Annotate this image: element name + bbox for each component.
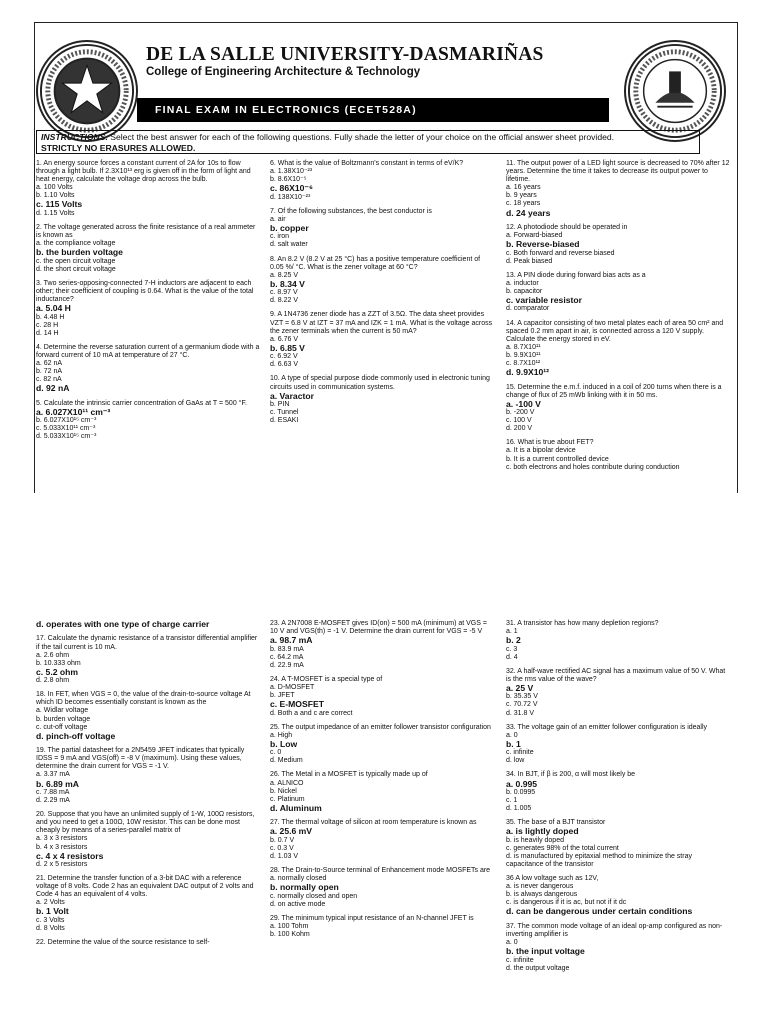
answer-option: b. It is a current controlled device <box>506 455 609 463</box>
question-stem: 9. A 1N4736 zener diode has a ZZT of 3.5Ω. The data sheet provides VZT = 6.8 V at IZT = 37 mA and IZK = 1 mA. What is the voltage across the zener terminals when the current is 50 mA? <box>270 311 493 335</box>
answer-option: a. 62 nA <box>36 360 63 367</box>
question-column-top-3 <box>506 160 730 478</box>
answer-option: d. 6.63 V <box>270 361 299 369</box>
answer-option: a. 8.7X10¹¹ <box>506 343 541 351</box>
answer-option-correct: c. E-MOSFET <box>270 699 324 710</box>
answer-option: b. 0.0995 <box>506 788 536 796</box>
answer-option: c. Tunnel <box>270 409 299 417</box>
question-column-bottom-2 <box>270 620 494 945</box>
answer-option-correct: b. 2 <box>506 635 521 646</box>
instructions-strict: STRICTLY NO ERASURES ALLOWED. <box>41 142 196 153</box>
answer-option: d. Medium <box>270 757 303 765</box>
answer-option-correct: b. the input voltage <box>506 946 585 957</box>
question-stem: 6. What is the value of Boltzmann's constant in terms of eV/K? <box>270 160 464 167</box>
question-block <box>506 160 730 218</box>
answer-option-correct: a. -100 V <box>506 398 541 409</box>
question-block <box>36 280 260 338</box>
answer-option: b. 4.48 H <box>36 313 65 321</box>
answer-option: d. 22.9 mA <box>270 661 304 669</box>
answer-option: c. infinite <box>506 956 534 964</box>
question-block <box>506 771 730 813</box>
answer-option-correct: a. 98.7 mA <box>270 635 313 646</box>
answer-option-correct: b. normally open <box>270 882 339 893</box>
answer-option: a. 1 <box>506 628 518 636</box>
question-column-top-1 <box>36 160 260 447</box>
answer-option: b. 72 nA <box>36 368 63 376</box>
answer-option: b. 9 years <box>506 192 537 200</box>
answer-option: b. 83.9 mA <box>270 645 304 653</box>
answer-option: d. Peak biased <box>506 257 553 265</box>
question-stem: 25. The output impedance of an emitter follower transistor configuration <box>270 723 491 731</box>
answer-option: a. air <box>270 215 286 223</box>
answer-option: a. 3.37 mA <box>36 771 70 779</box>
answer-option: c. both electrons and holes contribute during conduction <box>506 463 680 471</box>
answer-option-correct: d. 9.9X10¹² <box>506 367 549 378</box>
answer-option-correct: c. 5.2 ohm <box>36 666 79 677</box>
answer-option: c. 64.2 mA <box>270 653 304 661</box>
answer-option: d. 2.8 ohm <box>36 677 70 685</box>
answer-option: b. burden voltage <box>36 715 91 723</box>
question-stem: 16. What is true about FET? <box>506 439 594 447</box>
university-name: DE LA SALLE UNIVERSITY-DASMARIÑAS <box>146 44 544 65</box>
question-block <box>270 256 494 306</box>
question-stem: 32. A half-wave rectified AC signal has a maximum value of 50 V. What is the rms value of the wave? <box>506 667 726 683</box>
question-stem: 7. Of the following substances, the best conductor is <box>270 207 432 215</box>
question-block <box>36 811 260 869</box>
question-stem: 27. The thermal voltage of silicon at room temperature is known as <box>270 819 477 827</box>
answer-option: d. 1.03 V <box>270 852 299 860</box>
question-block <box>270 771 494 813</box>
answer-option-correct: c. variable resistor <box>506 295 582 306</box>
answer-option: d. Both a and c are correct <box>270 709 353 717</box>
question-stem: 19. The partial datasheet for a 2N5459 JFET indicates that typically IDSS = 9 mA and VGS(off) = -8 V (maximum). Using these values, determine the drain current for VGS = -1 V. <box>36 747 245 771</box>
answer-option: a. 6.76 V <box>270 335 299 343</box>
instructions-text: Select the best answer for each of the following questions. Fully shade the letter of your choice on the official answer sheet provided. <box>107 132 615 142</box>
question-block <box>270 311 494 369</box>
answer-option: c. is dangerous if it is ac, but not if it dc <box>506 899 627 907</box>
question-block <box>270 620 494 670</box>
question-stem: 36 A low voltage such as 12V, <box>506 875 599 883</box>
answer-option-correct: b. Reverse-biased <box>506 239 580 250</box>
answer-option: b. is heavily doped <box>506 836 564 844</box>
answer-option: a. Widlar voltage <box>36 707 89 715</box>
answer-option: d. 2 x 5 resistors <box>36 861 88 868</box>
answer-option-correct: d. pinch-off voltage <box>36 730 116 741</box>
answer-option: c. Platinum <box>270 795 305 803</box>
question-stem: 12. A photodiode should be operated in <box>506 223 628 231</box>
question-stem: 1. An energy source forces a constant current of 2A for 10s to flow through a light bulb. If 2.3X10¹³ erg is given off in the form of light and heat energy, calculate the voltage drop across the bulb. <box>36 160 251 184</box>
question-stem: 34. In BJT, if β is 200, α will most likely be <box>506 771 636 779</box>
instructions-box <box>36 130 700 154</box>
answer-option: c. generates 98% of the total current <box>506 844 619 852</box>
answer-option: d. the output voltage <box>506 964 570 972</box>
answer-option: a. 0 <box>506 939 518 947</box>
question-block <box>506 272 730 314</box>
question-block <box>36 691 260 741</box>
answer-option: a. inductor <box>506 279 539 287</box>
answer-option: c. 3 <box>506 645 518 653</box>
answer-option: c. 82 nA <box>36 376 62 384</box>
question-block <box>36 620 260 629</box>
answer-option: d. comparator <box>506 305 550 313</box>
question-stem: 13. A PIN diode during forward bias acts as a <box>506 271 646 279</box>
answer-option: b. JFET <box>270 692 295 700</box>
question-block <box>506 923 730 973</box>
answer-option-correct: d. can be dangerous under certain conditions <box>506 906 693 917</box>
answer-option: b. 0.7 V <box>270 836 295 844</box>
university-seal-icon <box>36 40 138 142</box>
answer-option: a. Forward-biased <box>506 232 563 240</box>
question-stem: 23. A 2N7008 E-MOSFET gives ID(on) = 500 mA (minimum) at VGS = 10 V and VGS(th) = -1 V. Determine the drain current for VGS = -5 V <box>270 620 487 636</box>
question-stem: 4. Determine the reverse saturation current of a germanium diode with a forward current of 10 mA at temperature of 27 °C. <box>36 343 260 359</box>
question-block <box>270 819 494 861</box>
answer-option: d. 4 <box>506 653 518 661</box>
answer-option-correct: a. is lightly doped <box>506 826 579 837</box>
answer-option: d. 8.22 V <box>270 297 299 305</box>
answer-option: c. 3 Volts <box>36 916 65 924</box>
answer-option-correct: d. 24 years <box>506 207 551 218</box>
answer-option: b. 35.35 V <box>506 693 538 701</box>
college-name: College of Engineering Architecture & Technology <box>146 66 421 78</box>
answer-option: c. iron <box>270 233 290 241</box>
answer-option: d. 200 V <box>506 425 533 433</box>
answer-option: d. low <box>506 757 525 765</box>
answer-option: a. ALNICO <box>270 779 304 787</box>
answer-option: c. 70.72 V <box>506 701 538 709</box>
answer-option: c. 1 <box>506 797 518 805</box>
question-block <box>270 867 494 909</box>
question-block <box>270 724 494 766</box>
answer-option: d. 5.033X10¹⁵ cm⁻³ <box>36 433 97 441</box>
answer-option: b. PIN <box>270 401 290 408</box>
question-stem: 2. The voltage generated across the finite resistance of a real ammeter is known as <box>36 223 256 240</box>
answer-option: a. High <box>270 731 293 739</box>
question-stem: 29. The minimum typical input resistance of an N-channel JFET is <box>270 914 474 922</box>
question-block <box>506 224 730 266</box>
answer-option: d. is manufactured by epitaxial method to minimize the stray capacitance of the transistor <box>506 852 692 868</box>
question-block <box>36 939 260 947</box>
answer-option: d. 14 H <box>36 329 59 337</box>
question-column-bottom-3 <box>506 620 730 979</box>
answer-option-correct: b. 1 <box>506 738 521 749</box>
question-block <box>270 676 494 718</box>
answer-option-correct: b. 6.85 V <box>270 342 305 353</box>
answer-option: a. 1.38X10⁻²³ <box>270 168 313 176</box>
answer-option: d. ESAKI <box>270 417 299 425</box>
answer-option: c. 8.97 V <box>270 289 298 297</box>
question-block <box>270 160 494 202</box>
answer-option: c. 0.3 V <box>270 844 294 852</box>
answer-option: b. Nickel <box>270 787 297 795</box>
answer-option-correct: a. 0.995 <box>506 778 538 789</box>
answer-option: d. 2.29 mA <box>36 797 70 805</box>
answer-option: a. is never dangerous <box>506 883 574 891</box>
exam-title: FINAL EXAM IN ELECTRONICS (ECET528A) <box>155 104 417 116</box>
question-block <box>506 320 730 378</box>
answer-option: a. 100 Volts <box>36 184 73 192</box>
answer-option-correct: b. 8.34 V <box>270 278 305 289</box>
question-stem: 11. The output power of a LED light source is decreased to 70% after 12 years. Determine the time it takes to decrease its output power to lifetime. <box>506 160 730 184</box>
answer-option: a. 2 Volts <box>36 899 65 907</box>
question-block <box>270 375 494 425</box>
answer-option: a. 3 x 3 resistors <box>36 835 88 843</box>
question-block <box>506 439 730 471</box>
answer-option: c. normally closed and open <box>270 892 358 900</box>
instructions-label: INSTRUCTIONS. <box>41 132 108 142</box>
answer-option: a. 0 <box>506 731 518 739</box>
answer-option: a. 2.6 ohm <box>36 651 70 659</box>
answer-option: d. salt water <box>270 241 308 249</box>
answer-option-correct: b. the burden voltage <box>36 247 123 258</box>
question-block <box>506 724 730 766</box>
question-stem: 24. A T-MOSFET is a special type of <box>270 675 383 683</box>
question-block <box>36 344 260 394</box>
answer-option: d. the short circuit voltage <box>36 265 116 273</box>
answer-option-correct: b. copper <box>270 222 309 233</box>
answer-option: c. 18 years <box>506 200 541 208</box>
answer-option: a. D-MOSFET <box>270 683 315 691</box>
answer-option: c. 0 <box>270 749 282 757</box>
question-stem: 18. In FET, when VGS = 0, the value of the drain-to-source voltage At which ID becomes essentially constant is known as the <box>36 691 251 707</box>
answer-option: a. 16 years <box>506 184 541 192</box>
answer-option: a. It is a bipolar device <box>506 447 576 455</box>
answer-option-correct: a. 6.027X10¹¹ cm⁻³ <box>36 406 111 417</box>
question-block <box>270 915 494 939</box>
question-stem: 26. The Metal in a MOSFET is typically made up of <box>270 771 428 779</box>
answer-option: d. 1.15 Volts <box>36 209 75 217</box>
answer-option-correct: d. Aluminum <box>270 802 322 813</box>
question-block <box>36 224 260 274</box>
answer-option-correct: a. 25.6 mV <box>270 826 313 837</box>
college-seal-icon <box>624 40 726 142</box>
answer-option: b. 6.027X10¹⁵ cm⁻³ <box>36 417 97 425</box>
answer-option: d. 138X10⁻²³ <box>270 193 311 201</box>
answer-option: b. 8.6X10⁻⁵ <box>270 176 307 184</box>
question-block <box>36 875 260 933</box>
answer-option: b. 100 Kohm <box>270 930 310 938</box>
answer-option: b. 4 x 3 resistors <box>36 843 88 851</box>
exam-title-bar <box>137 98 609 122</box>
answer-option: b. 10.333 ohm <box>36 659 81 667</box>
answer-option-correct: b. Low <box>270 738 298 749</box>
question-block <box>36 400 260 442</box>
question-stem: 5. Calculate the intrinsic carrier concentration of GaAs at T = 500 °F. <box>36 399 247 407</box>
question-stem: 28. The Drain-to-Source terminal of Enhancement mode MOSFETs are <box>270 867 491 874</box>
answer-option-correct: a. Varactor <box>270 390 314 401</box>
answer-option: c. 100 V <box>506 417 532 425</box>
question-column-bottom-1 <box>36 620 260 953</box>
question-block <box>270 208 494 250</box>
question-block <box>506 620 730 662</box>
answer-option: b. -200 V <box>506 409 535 417</box>
answer-option-correct: c. 115 Volts <box>36 199 83 210</box>
answer-option: c. 8.7X10¹² <box>506 360 541 367</box>
question-column-top-2 <box>270 160 494 431</box>
question-block <box>36 160 260 218</box>
answer-option: b. capacitor <box>506 287 543 295</box>
question-block <box>506 668 730 718</box>
answer-option: b. 9.9X10¹¹ <box>506 351 541 359</box>
answer-option: c. 28 H <box>36 321 59 329</box>
question-stem: 33. The voltage gain of an emitter follower configuration is ideally <box>506 723 708 731</box>
question-stem: 8. An 8.2 V (8.2 V at 25 °C) has a positive temperature coefficient of 0.05 %/ °C. What is the zener voltage at 60 °C? <box>270 255 481 271</box>
question-stem: 17. Calculate the dynamic resistance of a transistor differential amplifier if the tail current is 10 mA. <box>36 635 258 651</box>
answer-option: c. 5.033X10¹¹ cm⁻³ <box>36 425 96 433</box>
answer-option-correct: c. 86X10⁻⁶ <box>270 183 313 194</box>
question-stem: 10. A type of special purpose diode commonly used in electronic tuning circuits used in communication systems. <box>270 375 490 391</box>
answer-option: b. is always dangerous <box>506 891 578 899</box>
answer-option: d. on active mode <box>270 900 326 908</box>
answer-option: c. the open circuit voltage <box>36 257 116 265</box>
question-block <box>506 384 730 434</box>
answer-option: a. 100 Tohm <box>270 922 309 930</box>
question-stem: 21. Determine the transfer function of a 3-bit DAC with a reference voltage of 8 volts. Code 2 has an equivalent DAC output of 2 volts and Code 4 has an equivalent of 4 volts. <box>36 875 254 899</box>
question-block <box>506 875 730 917</box>
question-block <box>36 747 260 805</box>
answer-option: d. 1.005 <box>506 805 532 813</box>
answer-option: c. Both forward and reverse biased <box>506 249 615 257</box>
question-stem: 15. Determine the e.m.f. induced in a coil of 200 turns when there is a change of flux of 25 mWb linking with it in 50 ms. <box>506 383 722 399</box>
answer-option: d. 31.8 V <box>506 709 535 717</box>
answer-option-correct: a. 25 V <box>506 682 534 693</box>
answer-option-correct: a. 5.04 H <box>36 303 71 314</box>
answer-option: a. normally closed <box>270 875 327 883</box>
answer-option-correct: d. 92 nA <box>36 383 70 394</box>
answer-option-correct: d. operates with one type of charge carrier <box>36 619 210 629</box>
question-stem: 14. A capacitor consisting of two metal plates each of area 50 cm² and spaced 0.2 mm apart in air, is connected across a 120 V supply. Calculate the energy stored in eV. <box>506 319 724 343</box>
question-block <box>36 635 260 685</box>
question-stem: 20. Suppose that you have an unlimited supply of 1-W, 100Ω resistors, and you need to get a 100Ω, 10W resistor. This can be done most cheaply by means of a series-parallel matrix of <box>36 811 255 835</box>
question-block <box>506 819 730 869</box>
question-stem: 37. The common mode voltage of an ideal op-amp configured as non-inverting amplifier is <box>506 922 723 938</box>
answer-option: d. 8 Volts <box>36 924 65 932</box>
answer-option-correct: c. 4 x 4 resistors <box>36 850 104 861</box>
question-stem: 31. A transistor has how many depletion regions? <box>506 620 659 627</box>
answer-option: c. 6.92 V <box>270 353 298 361</box>
question-stem: 22. Determine the value of the source resistance to self- <box>36 939 210 947</box>
answer-option: c. cut-off voltage <box>36 723 88 731</box>
answer-option-correct: b. 6.89 mA <box>36 778 79 789</box>
question-stem: 35. The base of a BJT transistor <box>506 819 606 827</box>
answer-option: b. 1.10 Volts <box>36 192 75 200</box>
question-stem: 3. Two series-opposing-connected 7-H inductors are adjacent to each other; their coefficient of coupling is 0.64. What is the value of the total inductance? <box>36 279 254 304</box>
answer-option: a. the compliance voltage <box>36 240 116 248</box>
answer-option: c. 7.88 mA <box>36 788 70 796</box>
answer-option: c. infinite <box>506 749 534 757</box>
answer-option: a. 8.25 V <box>270 271 299 279</box>
answer-option-correct: b. 1 Volt <box>36 906 69 917</box>
